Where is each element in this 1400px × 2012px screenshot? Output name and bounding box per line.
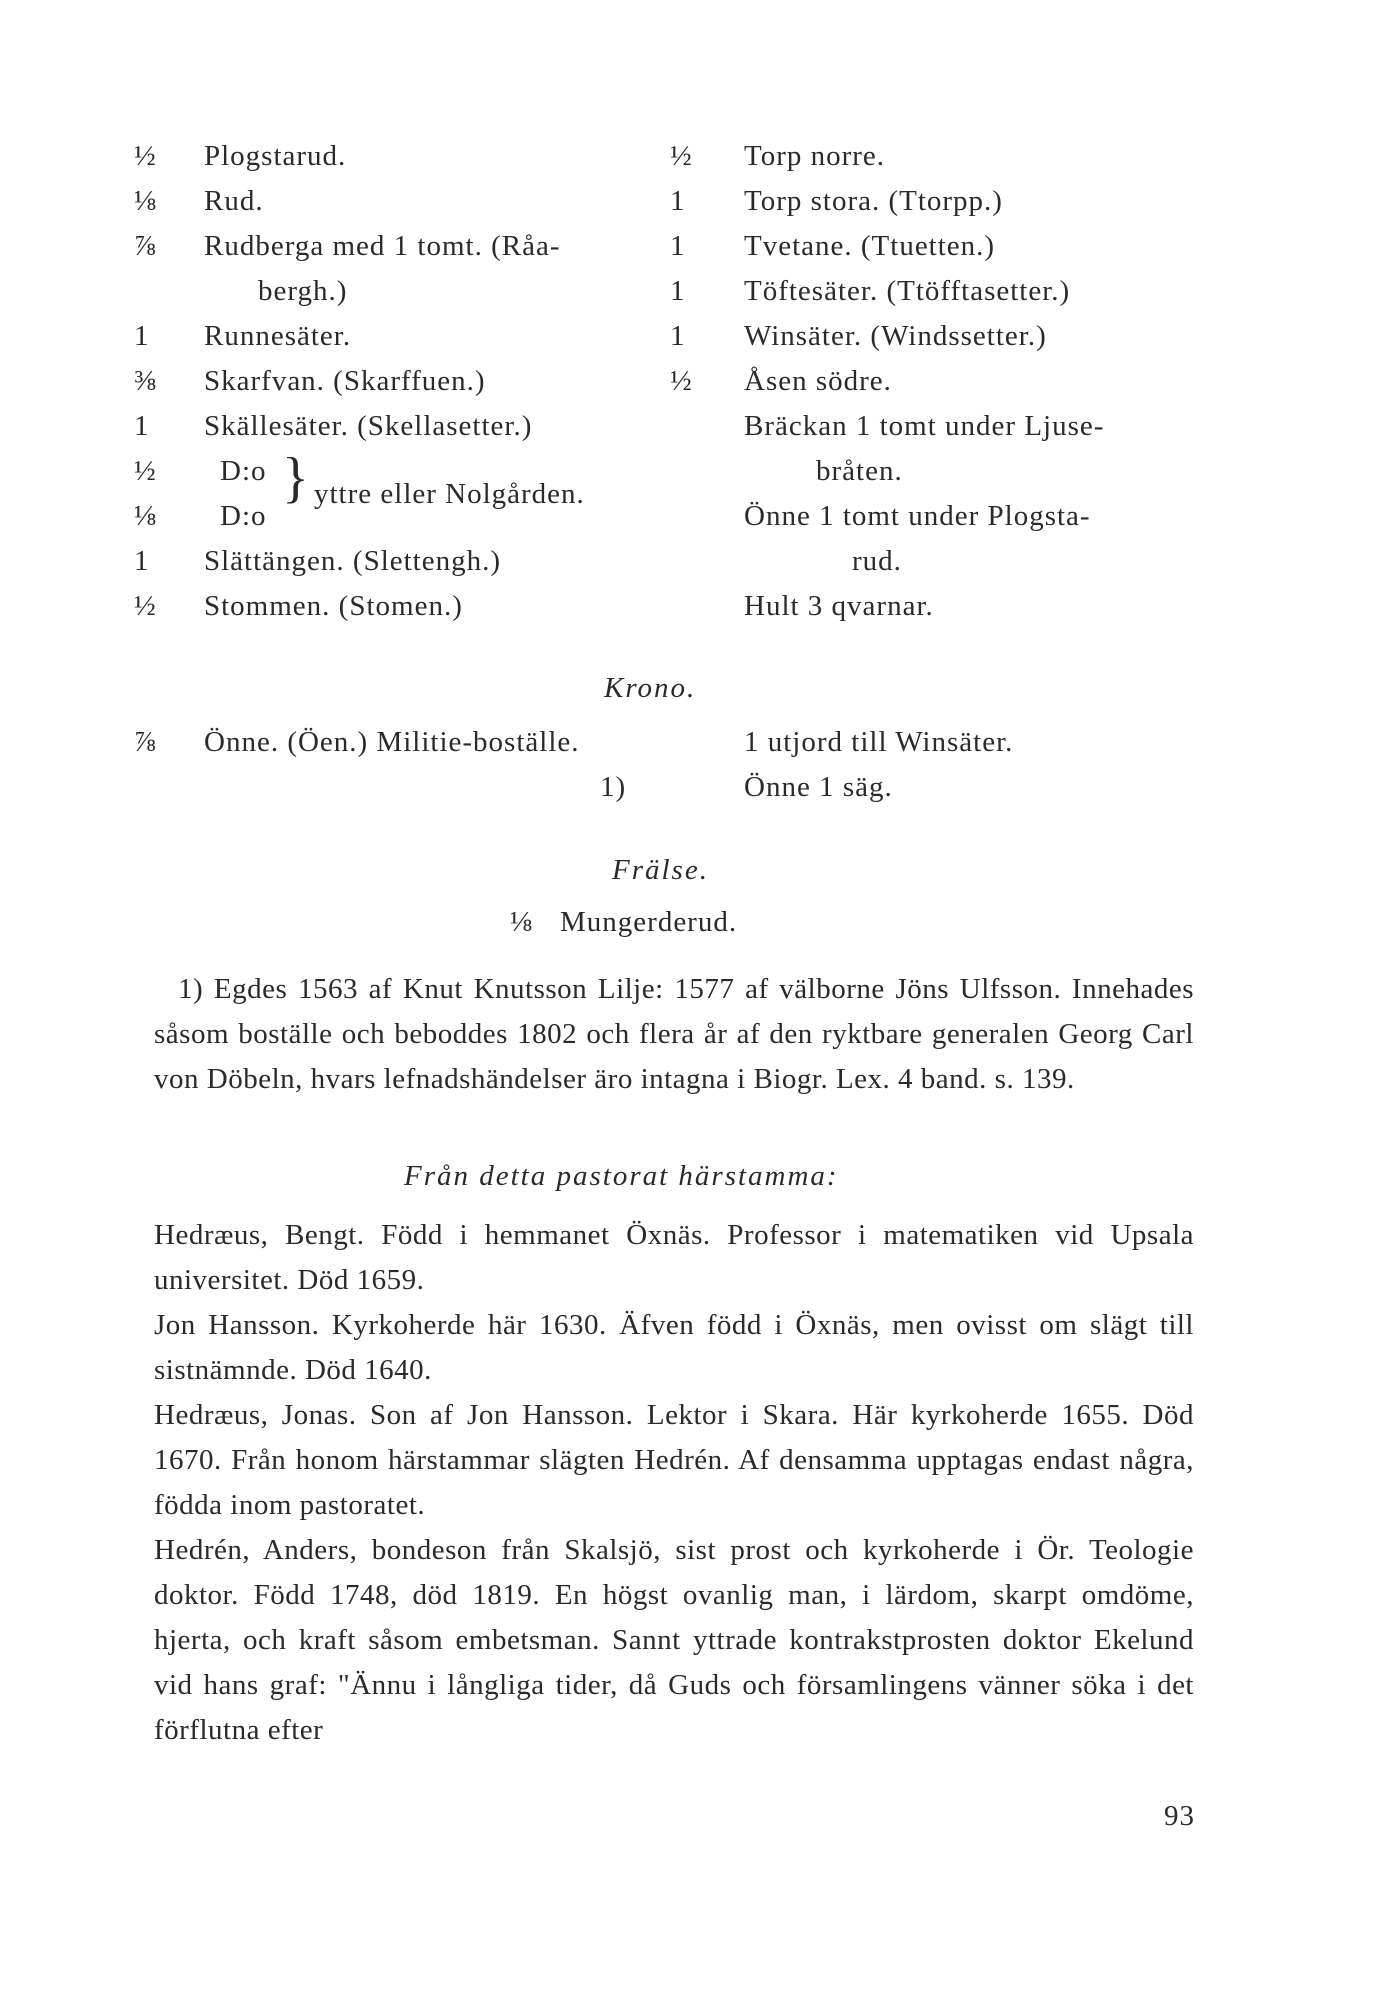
farm-name: D:o [220,500,267,532]
curly-brace-icon: } [282,447,310,509]
section-heading-fralse: Frälse. [612,854,709,886]
footnote-reference: 1) [600,771,627,803]
section-heading-krono: Krono. [604,672,697,704]
share-fraction: ⅞ [134,726,157,758]
share-fraction: ⅛ [134,500,157,532]
share-fraction: 1 [670,275,686,307]
biography-paragraph: Hedrén, Anders, bondeson från Skalsjö, sist prost och kyrkoherde i Ör. Teologie doktor. Född 1748, död 1819. En högst ovanlig man, i lärdom, skarpt omdöme, hjerta, och kraft såsom embetsman. Sannt yttrade kontrakstprosten doktor Ekelund vid hans graf: "Ännu i långliga tider, då Guds och församlingens vänner söka i det förflutna efter [154,1534,1194,1746]
farm-name: Skällesäter. (Skellasetter.) [204,410,533,442]
krono-note: Önne 1 säg. [744,771,893,803]
farm-name: Töftesäter. (Ttöfftasetter.) [744,275,1071,307]
share-fraction: ⅛ [510,906,533,938]
share-fraction: ⅜ [134,365,157,397]
biography-paragraph: Hedræus, Bengt. Född i hemmanet Öxnäs. Professor i matematiken vid Upsala universitet. Död 1659. [154,1219,1194,1296]
share-fraction: ½ [134,455,157,487]
farm-note: Önne 1 tomt under Plogsta- [744,500,1091,532]
share-fraction: 1 [134,545,150,577]
page-number: 93 [1164,1800,1195,1832]
share-fraction: ⅛ [134,185,157,217]
biography-paragraph: Hedræus, Jonas. Son af Jon Hansson. Lektor i Skara. Här kyrkoherde 1655. Död 1670. Från honom härstammar slägten Hedrén. Af densamma upptagas endast några, födda inom pastoratet. [154,1399,1194,1521]
farm-note-continuation: rud. [852,545,902,577]
share-fraction: 1 [670,185,686,217]
farm-name: Skarfvan. (Skarffuen.) [204,365,486,397]
farm-name: D:o [220,455,267,487]
farm-note-continuation: bråten. [816,455,903,487]
footnote-text [154,967,1194,1102]
farm-name: Tvetane. (Ttuetten.) [744,230,996,262]
share-fraction: ½ [670,140,693,172]
farm-name: Stommen. (Stomen.) [204,590,463,622]
farm-note: Hult 3 qvarnar. [744,590,934,622]
share-fraction: ⅞ [134,230,157,262]
biography-paragraph: Jon Hansson. Kyrkoherde här 1630. Äfven född i Öxnäs, men ovisst om slägt till sistnämnde. Död 1640. [154,1309,1194,1386]
biography-text [154,1213,1194,1753]
farm-name: Torp stora. (Ttorpp.) [744,185,1003,217]
farm-name: Plogstarud. [204,140,347,172]
farm-name: Winsäter. (Windssetter.) [744,320,1047,352]
share-fraction: 1 [134,410,150,442]
share-fraction: 1 [134,320,150,352]
brace-note: yttre eller Nolgården. [314,478,585,510]
farm-name: Åsen södre. [744,365,892,397]
share-fraction: ½ [134,590,157,622]
footnote-paragraph: 1) Egdes 1563 af Knut Knutsson Lilje: 1577 af välborne Jöns Ulfsson. Innehades såsom boställe och beboddes 1802 och flera år af den ryktbare generalen Georg Carl von Döbeln, hvars lefnadshändelser äro intagna i Biogr. Lex. 4 band. s. 139. [154,973,1194,1095]
farm-name: Önne. (Öen.) Militie-boställe. [204,726,580,758]
krono-note: 1 utjord till Winsäter. [744,726,1014,758]
farm-name: Rudberga med 1 tomt. (Råa- [204,230,561,262]
share-fraction: ½ [670,365,693,397]
farm-name: Mungerderud. [560,906,738,938]
farm-name-continuation: bergh.) [258,275,348,307]
section-heading-origins: Från detta pastorat härstamma: [404,1160,839,1192]
share-fraction: 1 [670,320,686,352]
farm-name: Runnesäter. [204,320,352,352]
share-fraction: 1 [670,230,686,262]
farm-note: Bräckan 1 tomt under Ljuse- [744,410,1105,442]
farm-name: Slättängen. (Slettengh.) [204,545,502,577]
share-fraction: ½ [134,140,157,172]
farm-name: Torp norre. [744,140,886,172]
farm-name: Rud. [204,185,264,217]
